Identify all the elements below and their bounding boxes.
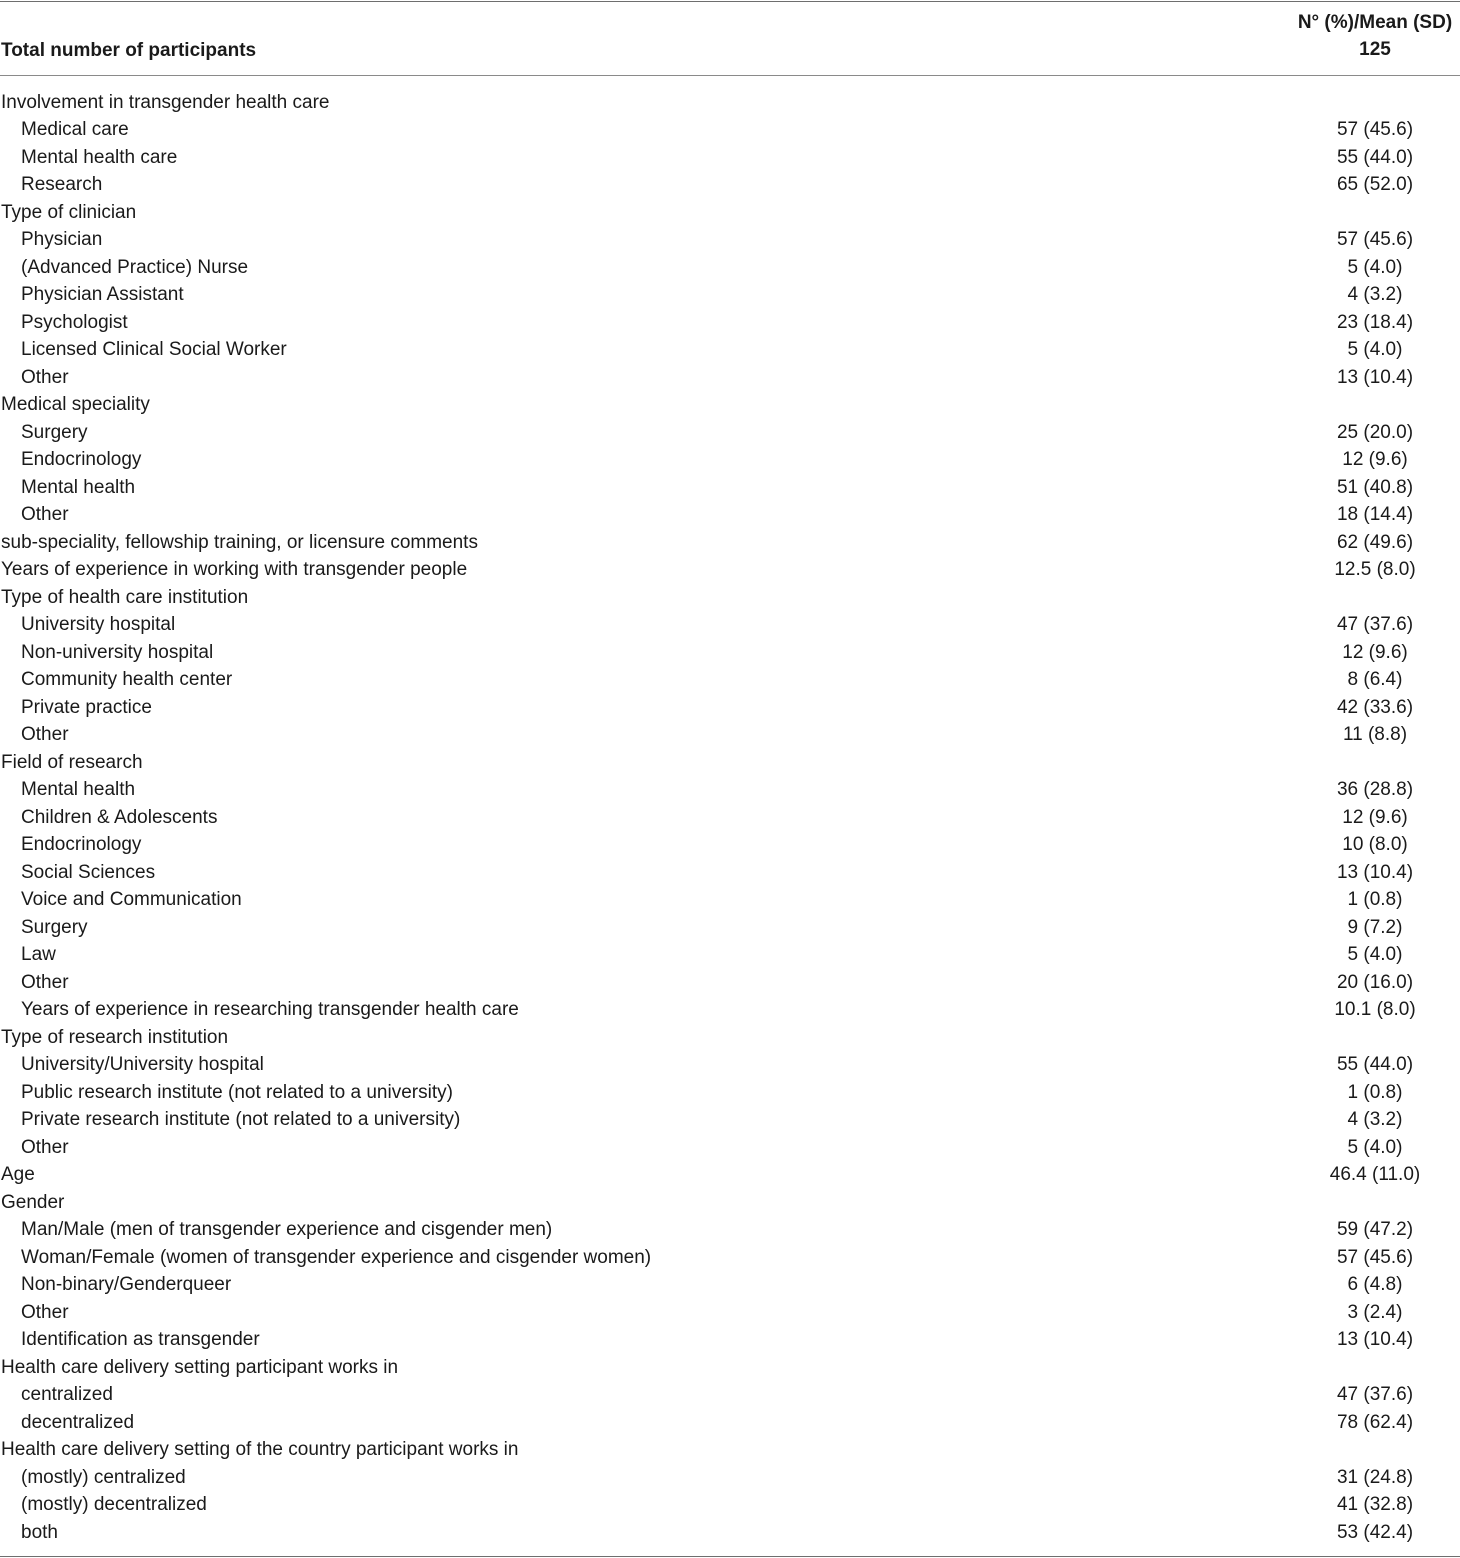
row-value: 13 (10.4): [1336, 861, 1414, 883]
table-section-row: [0, 89, 1460, 117]
row-label: (Advanced Practice) Nurse: [21, 256, 249, 278]
row-value: 10 (8.0): [1342, 834, 1408, 856]
row-label: centralized: [21, 1384, 113, 1406]
row-label: Other: [21, 1301, 69, 1323]
row-label: Other: [21, 724, 69, 746]
row-value: 20 (16.0): [1336, 971, 1414, 993]
table-row: [0, 1079, 1460, 1107]
header-label: Total number of participants: [1, 40, 257, 61]
row-value: 4 (3.2): [1347, 284, 1403, 306]
table-row: [0, 1162, 1460, 1190]
row-label: Physician Assistant: [21, 284, 184, 306]
table-row: [0, 1382, 1460, 1410]
row-label: Research: [21, 174, 103, 196]
table-section-row: [0, 1189, 1460, 1217]
row-label: (mostly) centralized: [21, 1466, 186, 1488]
row-label: Field of research: [1, 751, 143, 773]
row-label: Type of clinician: [1, 201, 137, 223]
row-value: 13 (10.4): [1336, 366, 1414, 388]
row-value: 11 (8.8): [1342, 724, 1408, 746]
row-value: 36 (28.8): [1336, 779, 1414, 801]
table-row: [0, 1217, 1460, 1245]
table-row: [0, 309, 1460, 337]
row-label: University/University hospital: [21, 1054, 264, 1076]
row-value: 12 (9.6): [1342, 449, 1408, 471]
table-row: [0, 557, 1460, 585]
row-label: Involvement in transgender health care: [1, 91, 330, 113]
table-row: [0, 997, 1460, 1025]
row-value: 1 (0.8): [1347, 889, 1403, 911]
table-row: [0, 1519, 1460, 1547]
row-value: 25 (20.0): [1336, 421, 1414, 443]
table-row: [0, 364, 1460, 392]
row-value: 5 (4.0): [1347, 1136, 1403, 1158]
row-value: 57 (45.6): [1336, 1246, 1414, 1268]
row-label: Other: [21, 366, 69, 388]
row-label: Surgery: [21, 421, 88, 443]
row-value: 13 (10.4): [1336, 1329, 1414, 1351]
table-row: [0, 1134, 1460, 1162]
row-value: 53 (42.4): [1336, 1521, 1414, 1543]
row-label: Other: [21, 1136, 69, 1158]
table-body: [0, 76, 1460, 1547]
row-value: 23 (18.4): [1336, 311, 1414, 333]
row-label: Private research institute (not related to a university): [21, 1109, 461, 1131]
row-value: 57 (45.6): [1336, 119, 1414, 141]
header-column: [1285, 9, 1460, 63]
table-section-row: [0, 1024, 1460, 1052]
table-bottom-rule: [0, 1556, 1460, 1557]
row-label: Type of research institution: [1, 1026, 229, 1048]
row-value: 3 (2.4): [1347, 1301, 1403, 1323]
row-label: Years of experience in working with transgender people: [1, 559, 468, 581]
table-section-row: [0, 199, 1460, 227]
row-label: Physician: [21, 229, 103, 251]
row-label: both: [21, 1521, 58, 1543]
row-label: Health care delivery setting participant works in: [1, 1356, 399, 1378]
row-label: Voice and Communication: [21, 889, 242, 911]
header-column-total: 125: [1359, 39, 1391, 60]
row-label: Woman/Female (women of transgender experience and cisgender women): [21, 1246, 652, 1268]
table-row: [0, 474, 1460, 502]
table-row: [0, 144, 1460, 172]
row-value: 8 (6.4): [1347, 669, 1403, 691]
table-row: [0, 172, 1460, 200]
table-row: [0, 694, 1460, 722]
table-row: [0, 722, 1460, 750]
row-label: Private practice: [21, 696, 152, 718]
row-value: 9 (7.2): [1347, 916, 1403, 938]
row-label: Licensed Clinical Social Worker: [21, 339, 287, 361]
row-value: 47 (37.6): [1336, 614, 1414, 636]
row-label: Surgery: [21, 916, 88, 938]
row-label: Endocrinology: [21, 834, 142, 856]
row-label: Social Sciences: [21, 861, 156, 883]
table-row: [0, 254, 1460, 282]
table-row: [0, 1409, 1460, 1437]
table-row: [0, 227, 1460, 255]
participant-characteristics-table: [0, 1, 1460, 1557]
row-value: 51 (40.8): [1336, 476, 1414, 498]
row-value: 5 (4.0): [1347, 944, 1403, 966]
row-label: Mental health: [21, 476, 136, 498]
row-label: Medical speciality: [1, 394, 150, 416]
table-row: [0, 282, 1460, 310]
row-value: 55 (44.0): [1336, 146, 1414, 168]
row-value: 10.1 (8.0): [1334, 999, 1416, 1021]
row-value: 65 (52.0): [1336, 174, 1414, 196]
row-label: Health care delivery setting of the country participant works in: [1, 1439, 519, 1461]
table-row: [0, 612, 1460, 640]
header-column-title: N° (%)/Mean (SD): [1297, 12, 1453, 33]
table-row: [0, 804, 1460, 832]
row-value: 47 (37.6): [1336, 1384, 1414, 1406]
row-label: Endocrinology: [21, 449, 142, 471]
table-row: [0, 529, 1460, 557]
table-row: [0, 1464, 1460, 1492]
table-header: [0, 2, 1460, 76]
row-value: 12 (9.6): [1342, 641, 1408, 663]
row-value: 31 (24.8): [1336, 1466, 1414, 1488]
row-value: 5 (4.0): [1347, 339, 1403, 361]
table-row: [0, 639, 1460, 667]
row-label: Mental health care: [21, 146, 178, 168]
row-value: 1 (0.8): [1347, 1081, 1403, 1103]
table-section-row: [0, 749, 1460, 777]
row-value: 59 (47.2): [1336, 1219, 1414, 1241]
table-row: [0, 887, 1460, 915]
table-section-row: [0, 1354, 1460, 1382]
table-row: [0, 1492, 1460, 1520]
row-value: 12 (9.6): [1342, 806, 1408, 828]
row-value: 5 (4.0): [1347, 256, 1403, 278]
row-value: 57 (45.6): [1336, 229, 1414, 251]
row-value: 18 (14.4): [1336, 504, 1414, 526]
row-value: 55 (44.0): [1336, 1054, 1414, 1076]
row-label: (mostly) decentralized: [21, 1494, 207, 1516]
table-row: [0, 1244, 1460, 1272]
table-section-row: [0, 392, 1460, 420]
table-row: [0, 337, 1460, 365]
row-label: Medical care: [21, 119, 129, 141]
row-label: Identification as transgender: [21, 1329, 260, 1351]
table-row: [0, 1299, 1460, 1327]
row-label: Law: [21, 944, 56, 966]
row-label: Age: [1, 1164, 35, 1186]
row-value: 41 (32.8): [1336, 1494, 1414, 1516]
table-row: [0, 667, 1460, 695]
row-label: Non-university hospital: [21, 641, 214, 663]
table-row: [0, 117, 1460, 145]
row-value: 78 (62.4): [1336, 1411, 1414, 1433]
table-row: [0, 914, 1460, 942]
table-row: [0, 969, 1460, 997]
table-row: [0, 419, 1460, 447]
table-row: [0, 447, 1460, 475]
table-row: [0, 832, 1460, 860]
row-label: Other: [21, 504, 69, 526]
row-label: Type of health care institution: [1, 586, 249, 608]
row-label: Gender: [1, 1191, 65, 1213]
row-value: 6 (4.8): [1347, 1274, 1403, 1296]
row-label: decentralized: [21, 1411, 135, 1433]
row-value: 62 (49.6): [1336, 531, 1414, 553]
row-label: sub-speciality, fellowship training, or licensure comments: [1, 531, 478, 553]
row-label: University hospital: [21, 614, 176, 636]
row-label: Children & Adolescents: [21, 806, 218, 828]
row-value: 12.5 (8.0): [1334, 559, 1416, 581]
row-label: Community health center: [21, 669, 233, 691]
table-row: [0, 1107, 1460, 1135]
row-label: Years of experience in researching transgender health care: [21, 999, 519, 1021]
row-value: 42 (33.6): [1336, 696, 1414, 718]
row-label: Mental health: [21, 779, 136, 801]
table-row: [0, 942, 1460, 970]
row-label: Non-binary/Genderqueer: [21, 1274, 232, 1296]
row-label: Man/Male (men of transgender experience and cisgender men): [21, 1219, 553, 1241]
table-row: [0, 859, 1460, 887]
row-value: 4 (3.2): [1347, 1109, 1403, 1131]
table-row: [0, 1327, 1460, 1355]
table-section-row: [0, 584, 1460, 612]
table-row: [0, 1272, 1460, 1300]
row-value: 46.4 (11.0): [1329, 1164, 1421, 1186]
row-label: Public research institute (not related to a university): [21, 1081, 453, 1103]
table-row: [0, 777, 1460, 805]
row-label: Psychologist: [21, 311, 128, 333]
table-row: [0, 502, 1460, 530]
table-row: [0, 1052, 1460, 1080]
table-section-row: [0, 1437, 1460, 1465]
row-label: Other: [21, 971, 69, 993]
